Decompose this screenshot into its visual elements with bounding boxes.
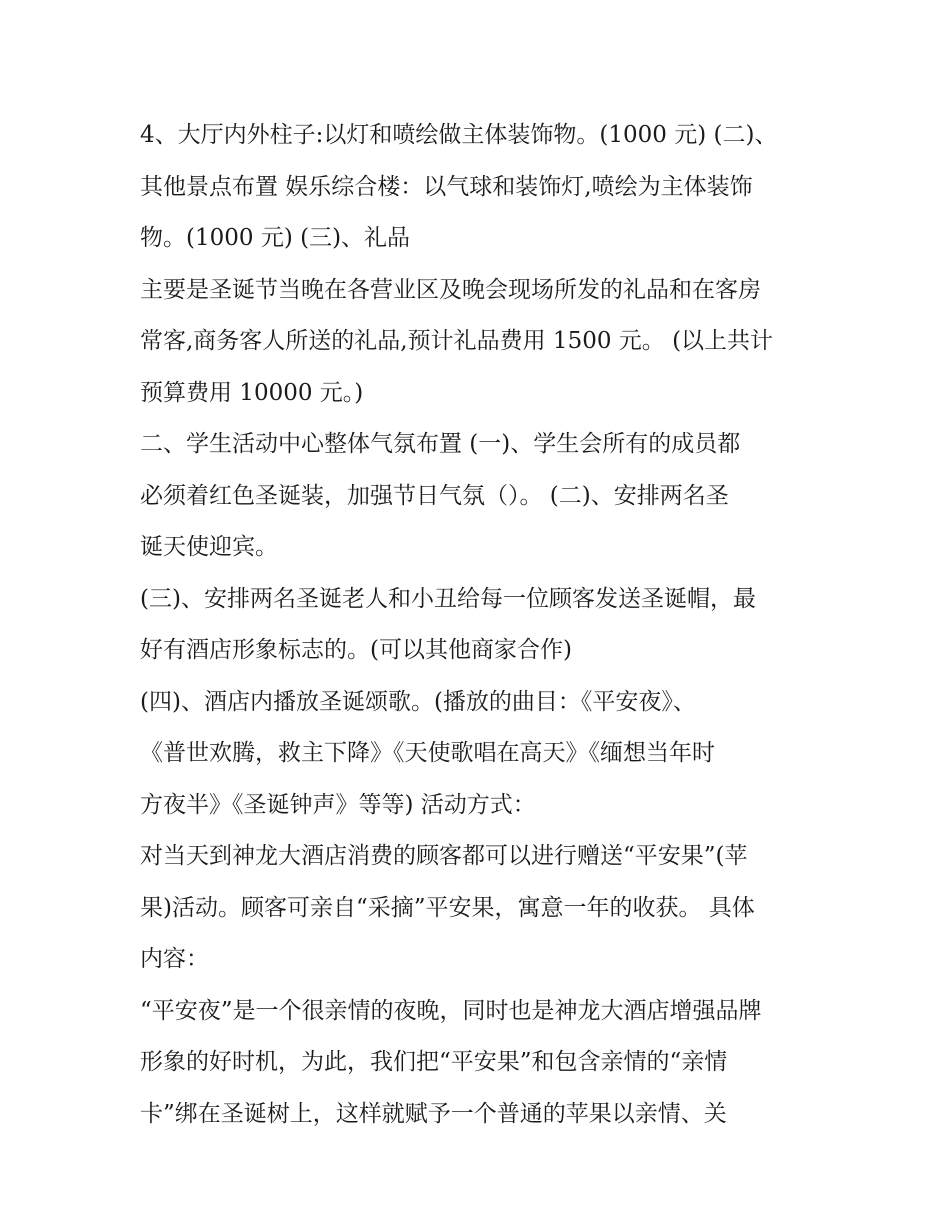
text-line: (三)、安排两名圣诞老人和小丑给每一位顾客发送圣诞帽，最: [140, 585, 756, 612]
text-line: 内容：: [140, 946, 209, 972]
text-line: (四)、酒店内播放圣诞颂歌。(播放的曲目：《平安夜》、: [140, 688, 696, 715]
text-line: 好有酒店形象标志的。(可以其他商家合作): [140, 637, 572, 663]
text-line: 形象的好时机，为此，我们把“平安果”和包含亲情的“亲情: [140, 1049, 728, 1075]
text-line: 主要是圣诞节当晚在各营业区及晚会现场所发的礼品和在客房: [140, 276, 761, 303]
text-line: 物。(1000 元) (三)、礼品: [140, 225, 411, 251]
text-line: 果)活动。顾客可亲自“采摘”平安果，寓意一年的收获。 具体: [140, 894, 755, 921]
text-line: 其他景点布置 娱乐综合楼：以气球和装饰灯,喷绘为主体装饰: [140, 173, 753, 200]
text-line: 诞天使迎宾。: [140, 534, 278, 560]
body-text: [140, 110, 820, 1140]
text-line: “平安夜”是一个很亲情的夜晚，同时也是神龙大酒店增强品牌: [140, 997, 762, 1024]
text-line: 预算费用 10000 元。): [140, 379, 364, 406]
text-line: 卡”绑在圣诞树上，这样就赋予一个普通的苹果以亲情、关: [140, 1100, 727, 1127]
text-line: 必须着红色圣诞装，加强节日气氛（）。 (二)、安排两名圣: [140, 482, 729, 509]
text-line: 4、大厅内外柱子:以灯和喷绘做主体装饰物。(1000 元) (二)、: [140, 122, 778, 148]
text-line: 对当天到神龙大酒店消费的顾客都可以进行赠送“平安果”(苹: [140, 843, 748, 869]
text-line: 二、学生活动中心整体气氛布置 (一)、学生会所有的成员都: [140, 431, 741, 457]
text-line: 《普世欢腾，救主下降》《天使歌唱在高天》《缅想当年时: [140, 740, 715, 766]
text-line: 方夜半》《圣诞钟声》等等) 活动方式：: [140, 791, 536, 818]
text-line: 常客,商务客人所送的礼品,预计礼品费用 1500 元。 (以上共计: [140, 328, 774, 354]
